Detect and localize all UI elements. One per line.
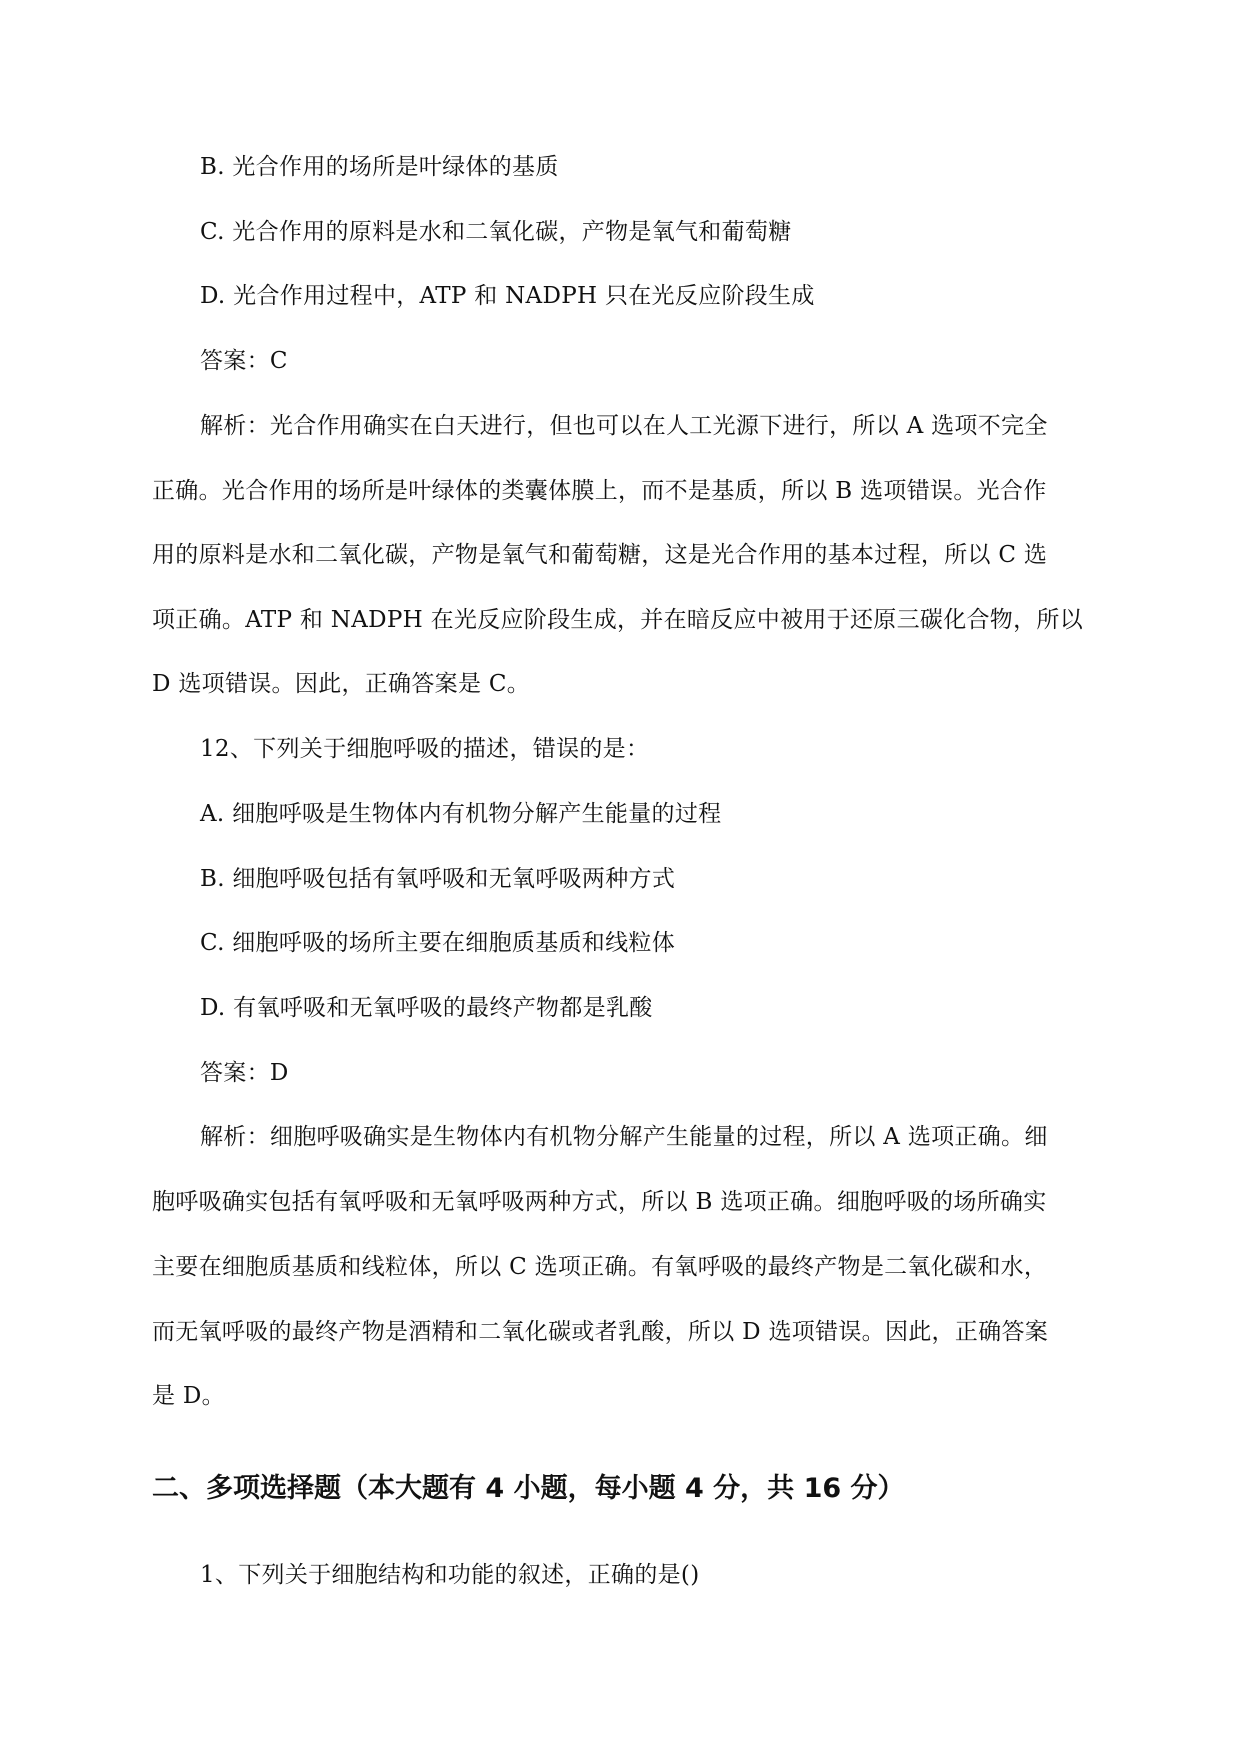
section-heading: 二、多项选择题（本大题有 4 小题，每小题 4 分，共 16 分）	[152, 1473, 905, 1504]
q12-analysis-line-3: 主要在细胞质基质和线粒体，所以 C 选项正确。有氧呼吸的最终产物是二氧化碳和水，	[152, 1254, 1048, 1280]
q11-analysis-line-3: 用的原料是水和二氧化碳，产物是氧气和葡萄糖，这是光合作用的基本过程，所以 C 选	[152, 542, 1048, 568]
q11-option-b: B. 光合作用的场所是叶绿体的基质	[200, 154, 559, 180]
q12-answer: 答案：D	[200, 1060, 289, 1086]
q12-analysis-line-2: 胞呼吸确实包括有氧呼吸和无氧呼吸两种方式，所以 B 选项正确。细胞呼吸的场所确实	[152, 1189, 1047, 1215]
q12-analysis-line-5: 是 D。	[152, 1383, 225, 1409]
q12-analysis-line-4: 而无氧呼吸的最终产物是酒精和二氧化碳或者乳酸，所以 D 选项错误。因此，正确答案	[152, 1319, 1049, 1345]
q12-option-b: B. 细胞呼吸包括有氧呼吸和无氧呼吸两种方式	[200, 866, 676, 892]
section2-q1-question: 1、下列关于细胞结构和功能的叙述，正确的是()	[200, 1562, 700, 1588]
q11-answer: 答案：C	[200, 348, 288, 374]
q12-option-a: A. 细胞呼吸是生物体内有机物分解产生能量的过程	[200, 801, 722, 827]
q12-option-c: C. 细胞呼吸的场所主要在细胞质基质和线粒体	[200, 930, 676, 956]
q11-analysis-line-2: 正确。光合作用的场所是叶绿体的类囊体膜上，而不是基质，所以 B 选项错误。光合作	[152, 478, 1047, 504]
q12-option-d: D. 有氧呼吸和无氧呼吸的最终产物都是乳酸	[200, 995, 653, 1021]
q11-analysis-line-5: D 选项错误。因此，正确答案是 C。	[152, 671, 531, 697]
q11-analysis-line-1: 解析：光合作用确实在白天进行，但也可以在人工光源下进行，所以 A 选项不完全	[200, 413, 1048, 439]
q12-question: 12、下列关于细胞呼吸的描述，错误的是：	[200, 736, 650, 762]
q11-option-d: D. 光合作用过程中，ATP 和 NADPH 只在光反应阶段生成	[200, 283, 815, 309]
q11-analysis-line-4: 项正确。ATP 和 NADPH 在光反应阶段生成，并在暗反应中被用于还原三碳化合物，所以	[152, 607, 1084, 633]
q12-analysis-line-1: 解析：细胞呼吸确实是生物体内有机物分解产生能量的过程，所以 A 选项正确。细	[200, 1124, 1048, 1150]
q11-option-c: C. 光合作用的原料是水和二氧化碳，产物是氧气和葡萄糖	[200, 219, 792, 245]
